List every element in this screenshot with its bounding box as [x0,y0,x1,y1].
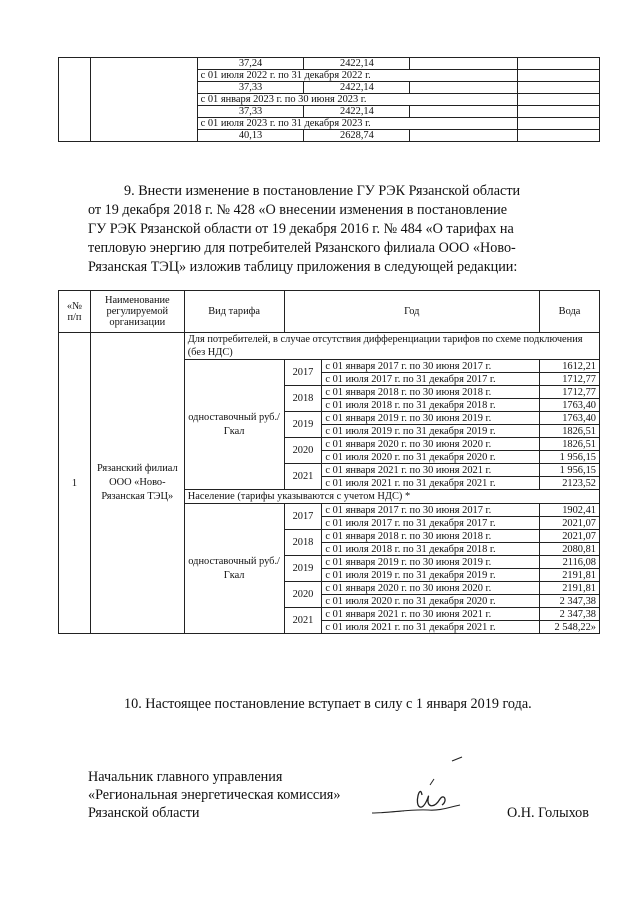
period-cell: с 01 июля 2021 г. по 31 декабря 2021 г. [322,621,540,634]
water-value-cell: 2191,81 [540,582,600,595]
water-value-cell: 2021,07 [540,517,600,530]
water-value-cell: 2 347,38 [540,608,600,621]
table-header-row [59,291,600,333]
water-value-cell: 2422,14 [304,106,410,118]
tariff-type-cell: одноставочный руб./Гкал [184,360,284,490]
heat-value-cell: 37,24 [197,58,304,70]
water-value-cell: 2021,07 [540,530,600,543]
water-value-cell: 2123,52 [540,477,600,490]
period-cell: с 01 июля 2020 г. по 31 декабря 2020 г. [322,595,540,608]
signature-title [88,768,340,822]
period-cell: с 01 июля 2018 г. по 31 декабря 2018 г. [322,543,540,556]
period-cell: с 01 января 2023 г. по 30 июня 2023 г. [197,94,518,106]
period-cell: с 01 января 2017 г. по 30 июня 2017 г. [322,504,540,517]
header-organization: Наименование регулируемой организации [90,291,184,333]
period-cell: с 01 июля 2022 г. по 31 декабря 2022 г. [197,70,518,82]
period-cell: с 01 января 2018 г. по 30 июня 2018 г. [322,386,540,399]
table-cell-empty [90,58,197,142]
water-value-cell: 2 347,38 [540,595,600,608]
water-value-cell: 1763,40 [540,399,600,412]
paragraph-9-line: ГУ РЭК Рязанской области от 19 декабря 2016 г. № 484 «О тарифах на [88,221,514,237]
table-cell-empty [410,58,518,70]
water-value-cell: 2191,81 [540,569,600,582]
water-value-cell: 1712,77 [540,386,600,399]
paragraph-9-line: Рязанская ТЭЦ» изложив таблицу приложения в следующей редакции: [88,259,518,275]
table-cell-empty [518,130,600,142]
water-value-cell: 1712,77 [540,373,600,386]
signature-line: Начальник главного управления [88,769,283,785]
paragraph-9-line: от 19 декабря 2018 г. № 428 «О внесении изменения в постановление [88,202,508,218]
row-number-cell: 1 [59,333,91,634]
header-tariff-type: Вид тарифа [184,291,284,333]
signature-line: «Региональная энергетическая комиссия» [88,787,341,803]
table-cell-empty [518,82,600,94]
table-cell-empty [410,82,518,94]
organization-cell: Рязанский филиал ООО «Ново-Рязанская ТЭЦ» [90,333,184,634]
category-cell: Население (тарифы указываются с учетом НДС) * [184,490,599,504]
water-value-cell: 2 548,22» [540,621,600,634]
year-cell: 2018 [284,386,322,412]
table-cell-empty [518,118,600,130]
period-cell: с 01 января 2021 г. по 30 июня 2021 г. [322,464,540,477]
header-water: Вода [540,291,600,333]
table-row [59,58,600,70]
year-cell: 2019 [284,412,322,438]
table-cell-empty [518,58,600,70]
water-value-cell: 2628,74 [304,130,410,142]
signatory-name: О.Н. Голыхов [507,805,589,821]
tariff-type-cell: одноставочный руб./Гкал [184,504,284,634]
period-cell: с 01 января 2020 г. по 30 июня 2020 г. [322,582,540,595]
year-cell: 2019 [284,556,322,582]
period-cell: с 01 июля 2021 г. по 31 декабря 2021 г. [322,477,540,490]
period-cell: с 01 января 2018 г. по 30 июня 2018 г. [322,530,540,543]
table-cell-empty [59,58,91,142]
water-value-cell: 1826,51 [540,438,600,451]
year-cell: 2021 [284,608,322,634]
period-cell: с 01 января 2019 г. по 30 июня 2019 г. [322,556,540,569]
period-cell: с 01 января 2020 г. по 30 июня 2020 г. [322,438,540,451]
year-cell: 2017 [284,360,322,386]
period-cell: с 01 июля 2019 г. по 31 декабря 2019 г. [322,425,540,438]
year-cell: 2017 [284,504,322,530]
period-cell: с 01 января 2021 г. по 30 июня 2021 г. [322,608,540,621]
heat-value-cell: 37,33 [197,106,304,118]
water-value-cell: 2422,14 [304,82,410,94]
category-cell: Для потребителей, в случае отсутствия дифференциации тарифов по схеме подключения (без НДС) [184,333,599,360]
header-year: Год [284,291,540,333]
period-cell: с 01 июля 2018 г. по 31 декабря 2018 г. [322,399,540,412]
water-value-cell: 2116,08 [540,556,600,569]
top-continuation-table [58,57,600,142]
period-cell: с 01 июля 2019 г. по 31 декабря 2019 г. [322,569,540,582]
category-row [59,333,600,360]
table-cell-empty [410,130,518,142]
water-value-cell: 1902,41 [540,504,600,517]
water-value-cell: 1 956,15 [540,451,600,464]
period-cell: с 01 января 2017 г. по 30 июня 2017 г. [322,360,540,373]
table-cell-empty [518,70,600,82]
water-value-cell: 1 956,15 [540,464,600,477]
tariff-table [58,290,600,634]
year-cell: 2021 [284,464,322,490]
paragraph-9 [88,182,593,277]
period-cell: с 01 июля 2020 г. по 31 декабря 2020 г. [322,451,540,464]
water-value-cell: 2080,81 [540,543,600,556]
period-cell: с 01 января 2019 г. по 30 июня 2019 г. [322,412,540,425]
period-cell: с 01 июля 2017 г. по 31 декабря 2017 г. [322,517,540,530]
paragraph-9-line: 9. Внести изменение в постановление ГУ РЭК Рязанской области [124,183,521,199]
table-cell-empty [518,106,600,118]
header-number: «№ п/п [59,291,91,333]
water-value-cell: 1612,21 [540,360,600,373]
signature-line: Рязанской области [88,805,200,821]
heat-value-cell: 40,13 [197,130,304,142]
year-cell: 2018 [284,530,322,556]
table-cell-empty [410,106,518,118]
paragraph-9-line: тепловую энергию для потребителей Рязанского филиала ООО «Ново- [88,240,516,256]
year-cell: 2020 [284,438,322,464]
water-value-cell: 1763,40 [540,412,600,425]
year-cell: 2020 [284,582,322,608]
paragraph-10: 10. Настоящее постановление вступает в силу с 1 января 2019 года. [124,696,532,712]
table-cell-empty [518,94,600,106]
period-cell: с 01 июля 2017 г. по 31 декабря 2017 г. [322,373,540,386]
water-value-cell: 1826,51 [540,425,600,438]
heat-value-cell: 37,33 [197,82,304,94]
period-cell: с 01 июля 2023 г. по 31 декабря 2023 г. [197,118,518,130]
water-value-cell: 2422,14 [304,58,410,70]
handwritten-signature [370,755,480,835]
